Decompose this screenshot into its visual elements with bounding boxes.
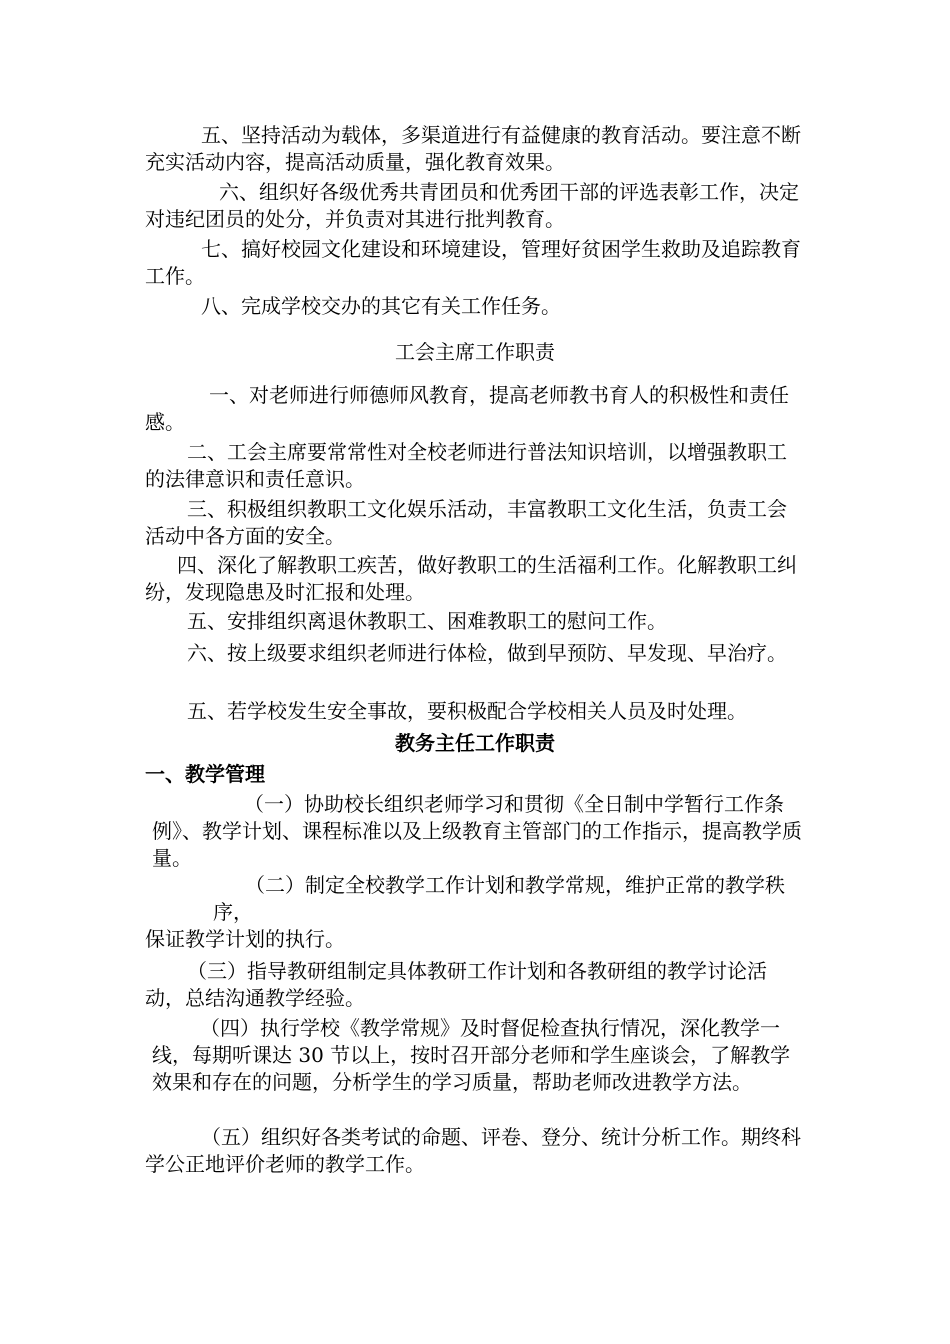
paragraph: （四）执行学校《教学常规》及时督促检查执行情况，深化教学一线，每期听课达 30 节以上，按时召开部分老师和学生座谈会，了解教学效果和存在的问题，分析学生的学习质量，帮助老师改进教学方法。	[152, 1016, 791, 1094]
paragraph: （五）组织好各类考试的命题、评卷、登分、统计分析工作。期终科学公正地评价老师的教学工作。	[145, 1125, 801, 1176]
paragraph: 五、若学校发生安全事故，要积极配合学校相关人员及时处理。	[187, 699, 747, 723]
academic-item	[0, 791, 950, 872]
union-item	[0, 640, 950, 667]
union-item	[0, 496, 950, 550]
youth-league-item	[0, 293, 950, 320]
paragraph: 四、深化了解教职工疾苦，做好教职工的生活福利工作。化解教职工纠纷，发现隐患及时汇报和处理。	[145, 553, 797, 604]
union-item	[0, 698, 950, 725]
paragraph: （一）协助校长组织老师学习和贯彻《全日制中学暂行工作条例》、教学计划、课程标准以及上级教育主管部门的工作指示，提高教学质量。	[152, 792, 802, 870]
paragraph: 一、对老师进行师德师风教育，提高老师教书育人的积极性和责任感。	[145, 383, 789, 434]
academic-item	[0, 872, 950, 926]
academic-title: 教务主任工作职责	[395, 731, 555, 755]
youth-league-section	[0, 122, 950, 176]
youth-league-item	[0, 236, 950, 290]
paragraph: 二、工会主席要常常性对全校老师进行普法知识培训，以增强教职工的法律意识和责任意识。	[145, 440, 787, 491]
paragraph: 七、搞好校园文化建设和环境建设，管理好贫困学生救助及追踪教育工作。	[145, 237, 801, 288]
paragraph-text: （二）制定全校教学工作计划和教学常规，维护正常的教学秩序，	[213, 873, 785, 924]
youth-league-item	[0, 179, 950, 233]
union-item	[0, 382, 950, 436]
paragraph	[0, 872, 950, 926]
academic-item	[0, 1124, 950, 1178]
paragraph: 五、安排组织离退休教职工、困难教职工的慰问工作。	[187, 609, 667, 633]
academic-item	[0, 926, 950, 953]
paragraph: 五、坚持活动为载体，多渠道进行有益健康的教育活动。要注意不断充实活动内容，提高活动质量，强化教育效果。	[145, 123, 801, 174]
paragraph: 八、完成学校交办的其它有关工作任务。	[201, 294, 561, 318]
paragraph: 六、按上级要求组织老师进行体检，做到早预防、早发现、早治疗。	[187, 641, 787, 665]
paragraph: 三、积极组织教职工文化娱乐活动，丰富教职工文化生活，负责工会活动中各方面的安全。	[145, 497, 787, 548]
academic-item	[0, 1015, 950, 1096]
paragraph: （三）指导教研组制定具体教研工作计划和各教研组的教学讨论活动，总结沟通教学经验。	[145, 959, 767, 1010]
section-heading: 一、教学管理	[145, 762, 265, 786]
union-item	[0, 552, 950, 606]
academic-item	[0, 958, 950, 1012]
union-item	[0, 608, 950, 635]
union-title: 工会主席工作职责	[395, 340, 555, 364]
union-item	[0, 439, 950, 493]
paragraph: 保证教学计划的执行。	[145, 927, 345, 951]
paragraph: 六、组织好各级优秀共青团员和优秀团干部的评选表彰工作，决定对违纪团员的处分，并负责对其进行批判教育。	[145, 180, 799, 231]
